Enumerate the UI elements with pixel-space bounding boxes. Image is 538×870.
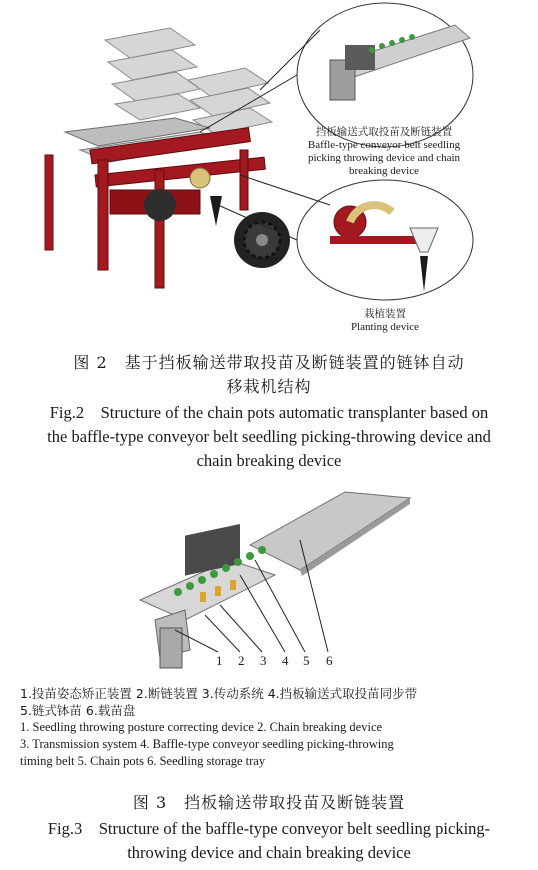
seedling-tray-rack-left: [105, 28, 200, 120]
seedling-storage-tray: [250, 492, 410, 570]
callout-top-label: [300, 126, 468, 178]
callout-top-en-line: picking throwing device and chain: [307, 152, 461, 164]
part-number: 4: [282, 653, 289, 668]
legend-cn-line: 1.投苗姿态矫正装置 2.断链装置 3.传动系统 4.挡板输送式取投苗同步带: [20, 686, 418, 701]
callout-bottom-cn: 栽植装置: [364, 308, 406, 320]
part-number: 1: [216, 653, 223, 668]
legend-en-line: timing belt 5. Chain pots 6. Seedling storage tray: [20, 754, 266, 768]
fig2-caption-en-line1: Fig.2 Structure of the chain pots automatic transplanter based on: [49, 403, 489, 422]
part-number: 2: [238, 653, 245, 668]
drive-wheel: [144, 189, 176, 221]
fig2-caption-cn-line2: 移栽机结构: [226, 377, 312, 396]
part-number: 5: [303, 653, 310, 668]
fig2-caption-cn-line1: 图 2 基于挡板输送带取投苗及断链装置的链钵自动: [73, 353, 465, 372]
legend-cn-line: 5.链式钵苗 6.载苗盘: [20, 703, 136, 718]
callout-top-en-line: breaking device: [349, 165, 419, 177]
fig3-caption-cn: 图 3 挡板输送带取投苗及断链装置: [132, 793, 406, 812]
callout-bottom-en: Planting device: [350, 321, 420, 333]
part-number: 3: [260, 653, 267, 668]
fig2-caption-en-line3: chain breaking device: [196, 451, 342, 470]
fig3-caption-en-line1: Fig.3 Structure of the baffle-type conveyor belt seedling picking-: [47, 819, 491, 838]
fig3-legend: [20, 685, 520, 770]
callout-top-cn: 挡板输送式取投苗及断链装置: [315, 126, 453, 138]
legend-en-line: 1. Seedling throwing posture correcting device 2. Chain breaking device: [20, 720, 383, 734]
legend-en-line: 3. Transmission system 4. Baffle-type conveyor seedling picking-throwing: [20, 737, 394, 751]
callout-top-en-line: Baffle-type conveyor belt seedling: [307, 139, 461, 151]
callout-bottom-label: [320, 308, 450, 334]
figure3-illustration: [0, 480, 538, 675]
part-number: 6: [326, 653, 333, 668]
posture-correcting-device: [160, 628, 182, 668]
seedling-tray-rack-right: [188, 68, 272, 134]
fig3-caption-en-line2: throwing device and chain breaking device: [127, 843, 411, 862]
fig2-caption-en-line2: the baffle-type conveyor belt seedling picking-throwing device and: [47, 427, 491, 446]
planting-cone: [210, 196, 222, 226]
planting-wheel: [234, 212, 290, 268]
